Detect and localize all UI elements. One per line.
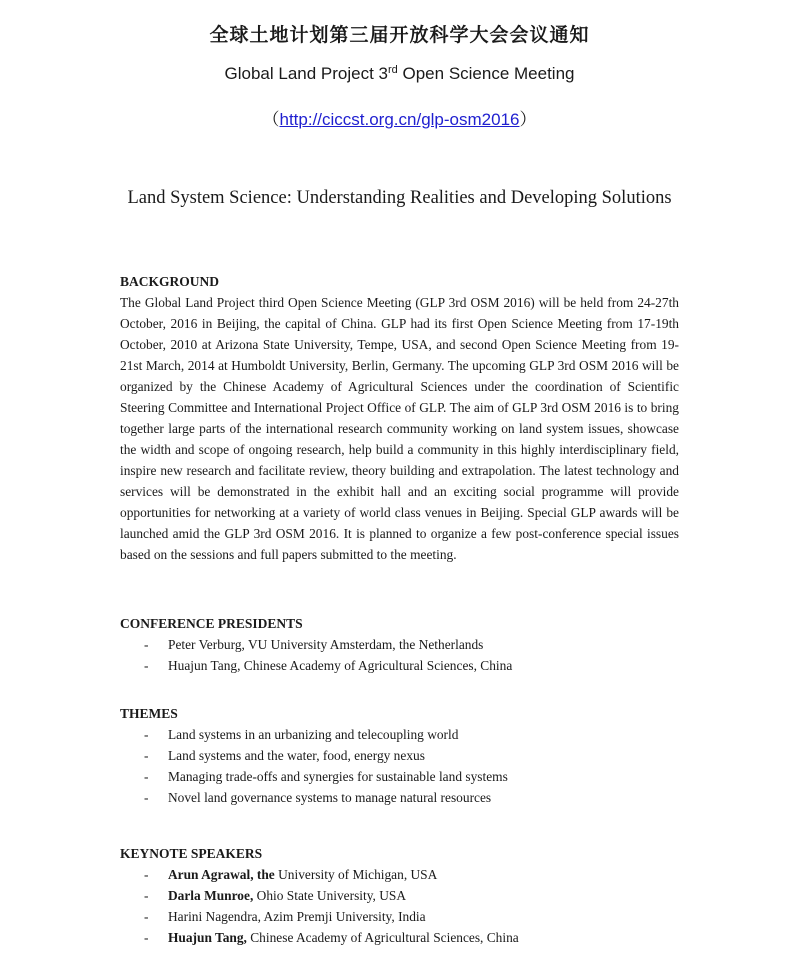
speaker-affiliation: University of Michigan, USA (274, 867, 438, 882)
theme-text: Novel land governance systems to manage natural resources (168, 790, 492, 805)
url-open-paren: （ (262, 110, 280, 129)
dash-bullet: - (144, 769, 149, 784)
dash-bullet: - (144, 930, 149, 945)
background-section (120, 271, 679, 565)
speaker-name: Arun Agrawal, the (168, 867, 275, 882)
speaker-affiliation: Ohio State University, USA (253, 888, 407, 903)
list-item (120, 634, 679, 655)
list-item (120, 927, 679, 948)
themes-heading: THEMES (120, 706, 178, 721)
dash-bullet: - (144, 658, 149, 673)
presidents-list (120, 634, 679, 676)
president-name: Huajun Tang, Chinese Academy of Agricultural Sciences, China (168, 658, 513, 673)
list-item (120, 655, 679, 676)
keynote-list (120, 864, 679, 948)
meeting-url-link[interactable]: http://ciccst.org.cn/glp-osm2016 (279, 110, 520, 129)
dash-bullet: - (144, 727, 149, 742)
speaker-affiliation: Harini Nagendra, Azim Premji University, India (168, 909, 426, 924)
english-title (0, 64, 799, 84)
themes-section (120, 703, 679, 808)
president-name: Peter Verburg, VU University Amsterdam, the Netherlands (168, 637, 484, 652)
dash-bullet: - (144, 867, 149, 882)
chinese-title: 全球土地计划第三届开放科学大会会议通知 (209, 24, 590, 46)
speaker-name: Huajun Tang, (168, 930, 247, 945)
dash-bullet: - (144, 637, 149, 652)
keynote-heading: KEYNOTE SPEAKERS (120, 846, 263, 861)
list-item (120, 745, 679, 766)
theme-text: Land systems in an urbanizing and telecoupling world (168, 727, 459, 742)
list-item (120, 864, 679, 885)
theme-text: Land systems and the water, food, energy nexus (168, 748, 425, 763)
list-item (120, 906, 679, 927)
background-heading: BACKGROUND (120, 274, 220, 289)
background-paragraph: The Global Land Project third Open Science Meeting (GLP 3rd OSM 2016) will be held from 24-27th October, 2016 in Beijing, the capital of China. GLP had its first Open Science Meeting from 17-19th October, 2010 at Arizona State University, Tempe, USA, and second Open Science Meeting from 19-21st March, 2014 at Humboldt University, Berlin, Germany. The upcoming GLP 3rd OSM 2016 will be organized by the Chinese Academy of Agricultural Sciences under the coordination of Scientific Steering Committee and International Project Office of GLP. The aim of GLP 3rd OSM 2016 is to bring together large parts of the international research community working on land system issues, showcase the width and scope of ongoing research, help build a community in this highly interdisciplinary field, inspire new research and facilitate review, theory building and extrapolation. The latest technology and services will be demonstrated in the exhibit hall and an exciting social programme will provide opportunities for networking at a variety of world class venues in Beijing. Special GLP awards will be launched amid the GLP 3rd OSM 2016. It is planned to organize a few post-conference special issues based on the sessions and full papers submitted to the meeting. (120, 295, 679, 562)
dash-bullet: - (144, 790, 149, 805)
keynote-section (120, 843, 679, 948)
themes-list (120, 724, 679, 808)
presidents-heading: CONFERENCE PRESIDENTS (120, 616, 303, 631)
speaker-affiliation: Chinese Academy of Agricultural Sciences, China (246, 930, 519, 945)
english-title-suffix: Open Science Meeting (397, 64, 575, 83)
dash-bullet: - (144, 909, 149, 924)
theme-text: Managing trade-offs and synergies for sustainable land systems (168, 769, 508, 784)
speaker-name: Darla Munroe, (168, 888, 254, 903)
dash-bullet: - (144, 748, 149, 763)
english-title-superscript: rd (388, 64, 398, 76)
list-item (120, 885, 679, 906)
url-line (0, 105, 799, 130)
list-item (120, 724, 679, 745)
presidents-section (120, 613, 679, 676)
list-item (120, 787, 679, 808)
english-title-prefix: Global Land Project 3 (224, 64, 388, 83)
dash-bullet: - (144, 888, 149, 903)
subtitle: Land System Science: Understanding Realities and Developing Solutions (127, 188, 672, 208)
url-close-paren: ） (519, 110, 537, 129)
list-item (120, 766, 679, 787)
